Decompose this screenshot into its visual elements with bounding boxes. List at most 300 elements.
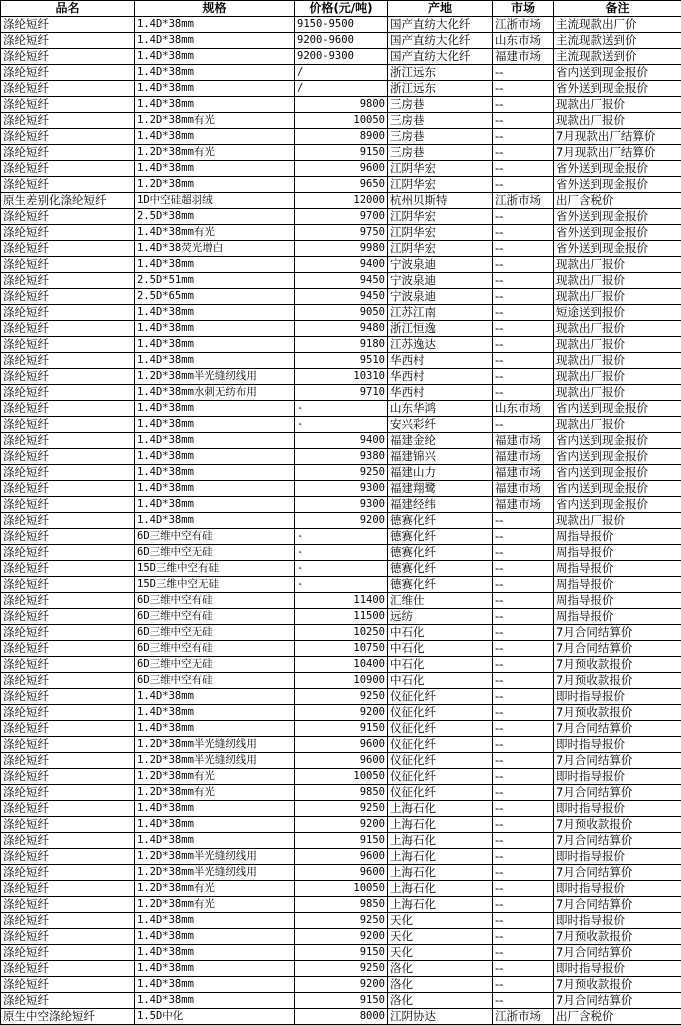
cell-price: 10250 (295, 625, 388, 641)
table-row (1, 993, 681, 1009)
table-row (1, 401, 681, 417)
cell-origin: 江苏江南 (388, 305, 493, 321)
cell-origin: 上海石化 (388, 865, 493, 881)
header-price: 价格(元/吨) (295, 1, 388, 17)
cell-spec: 15D三维中空无硅 (135, 577, 295, 593)
cell-spec: 1.5D中化 (135, 1009, 295, 1025)
cell-remark: 现款出厂报价 (554, 513, 681, 529)
cell-price: 9200 (295, 513, 388, 529)
cell-remark: 省内送到现金报价 (554, 449, 681, 465)
cell-product-name: 涤纶短纤 (1, 481, 135, 497)
cell-remark: 周指导报价 (554, 609, 681, 625)
cell-product-name: 涤纶短纤 (1, 641, 135, 657)
cell-spec: 1.4D*38mm (135, 161, 295, 177)
cell-remark: 7月预收款报价 (554, 977, 681, 993)
cell-price: 9600 (295, 753, 388, 769)
cell-origin: 福建锦兴 (388, 449, 493, 465)
cell-market: -- (493, 641, 554, 657)
cell-product-name: 涤纶短纤 (1, 545, 135, 561)
cell-spec: 1.4D*38mm (135, 705, 295, 721)
cell-spec: 6D三维中空有硅 (135, 673, 295, 689)
cell-origin: 德赛化纤 (388, 545, 493, 561)
cell-spec: 1.4D*38mm有光 (135, 225, 295, 241)
cell-product-name: 涤纶短纤 (1, 273, 135, 289)
table-row (1, 593, 681, 609)
cell-price: 11500 (295, 609, 388, 625)
cell-price: 9150-9500 (295, 17, 388, 33)
cell-origin: 安兴彩纤 (388, 417, 493, 433)
cell-product-name: 涤纶短纤 (1, 529, 135, 545)
cell-remark: 省外送到现金报价 (554, 225, 681, 241)
cell-spec: 1.4D*38mm (135, 417, 295, 433)
cell-spec: 1.4D*38mm (135, 33, 295, 49)
table-row (1, 417, 681, 433)
cell-price: 9200 (295, 705, 388, 721)
cell-remark: 7月合同结算价 (554, 753, 681, 769)
table-row (1, 641, 681, 657)
cell-remark: 即时指导报价 (554, 689, 681, 705)
table-row (1, 113, 681, 129)
cell-price: 9200 (295, 817, 388, 833)
header-product-name: 品名 (1, 1, 135, 17)
cell-remark: 即时指导报价 (554, 737, 681, 753)
cell-remark: 即时指导报价 (554, 961, 681, 977)
cell-price: - (295, 401, 388, 417)
cell-market: 福建市场 (493, 497, 554, 513)
cell-remark: 周指导报价 (554, 545, 681, 561)
cell-origin: 浙江远东 (388, 65, 493, 81)
cell-market: -- (493, 689, 554, 705)
cell-origin: 中石化 (388, 673, 493, 689)
cell-product-name: 涤纶短纤 (1, 913, 135, 929)
cell-price: / (295, 81, 388, 97)
cell-market: -- (493, 945, 554, 961)
table-row (1, 241, 681, 257)
table-row (1, 33, 681, 49)
table-row (1, 577, 681, 593)
cell-price: 9250 (295, 689, 388, 705)
table-row (1, 529, 681, 545)
cell-market: 江浙市场 (493, 17, 554, 33)
cell-spec: 1.4D*38mm (135, 305, 295, 321)
cell-spec: 1.2D*38mm (135, 177, 295, 193)
cell-spec: 1.4D*38mm (135, 817, 295, 833)
cell-market: -- (493, 97, 554, 113)
cell-market: -- (493, 977, 554, 993)
cell-price: 10400 (295, 657, 388, 673)
cell-product-name: 涤纶短纤 (1, 401, 135, 417)
cell-origin: 国产直纺大化纤 (388, 17, 493, 33)
cell-origin: 江苏逸达 (388, 337, 493, 353)
cell-product-name: 涤纶短纤 (1, 337, 135, 353)
cell-origin: 宁波泉迪 (388, 273, 493, 289)
cell-spec: 1.2D*38mm半光缝纫线用 (135, 849, 295, 865)
cell-price: 9200-9300 (295, 49, 388, 65)
cell-price: 10050 (295, 113, 388, 129)
cell-price: 10310 (295, 369, 388, 385)
cell-product-name: 涤纶短纤 (1, 593, 135, 609)
cell-spec: 1.4D*38mm (135, 913, 295, 929)
cell-spec: 1.4D*38mm (135, 929, 295, 945)
cell-origin: 仪征化纤 (388, 721, 493, 737)
cell-market: -- (493, 817, 554, 833)
cell-price: / (295, 65, 388, 81)
cell-spec: 1.4D*38mm (135, 689, 295, 705)
cell-market: -- (493, 929, 554, 945)
table-row (1, 881, 681, 897)
cell-spec: 1.4D*38mm水刺无纺布用 (135, 385, 295, 401)
cell-remark: 7月预收款报价 (554, 929, 681, 945)
cell-market: 江浙市场 (493, 193, 554, 209)
cell-market: -- (493, 785, 554, 801)
cell-product-name: 涤纶短纤 (1, 353, 135, 369)
table-row (1, 465, 681, 481)
cell-remark: 7月合同结算价 (554, 721, 681, 737)
cell-product-name: 涤纶短纤 (1, 49, 135, 65)
cell-remark: 省外送到现金报价 (554, 161, 681, 177)
cell-remark: 即时指导报价 (554, 801, 681, 817)
cell-origin: 福建金纶 (388, 433, 493, 449)
table-row (1, 49, 681, 65)
cell-price: 9600 (295, 849, 388, 865)
cell-price: 9800 (295, 97, 388, 113)
cell-remark: 周指导报价 (554, 577, 681, 593)
cell-origin: 福建经纬 (388, 497, 493, 513)
cell-spec: 1.2D*38mm有光 (135, 113, 295, 129)
cell-origin: 福建山力 (388, 465, 493, 481)
cell-origin: 天化 (388, 913, 493, 929)
cell-product-name: 涤纶短纤 (1, 657, 135, 673)
cell-remark: 7月合同结算价 (554, 625, 681, 641)
cell-origin: 国产直纺大化纤 (388, 33, 493, 49)
cell-spec: 1.4D*38荧光增白 (135, 241, 295, 257)
table-row (1, 497, 681, 513)
cell-product-name: 涤纶短纤 (1, 865, 135, 881)
cell-remark: 7月现款出厂结算价 (554, 129, 681, 145)
table-row (1, 353, 681, 369)
cell-remark: 出厂含税价 (554, 1009, 681, 1025)
cell-market: 山东市场 (493, 33, 554, 49)
cell-remark: 7月现款出厂结算价 (554, 145, 681, 161)
cell-remark: 7月合同结算价 (554, 897, 681, 913)
cell-product-name: 涤纶短纤 (1, 689, 135, 705)
cell-remark: 现款出厂报价 (554, 97, 681, 113)
cell-product-name: 涤纶短纤 (1, 145, 135, 161)
table-row (1, 689, 681, 705)
cell-spec: 1.4D*38mm (135, 97, 295, 113)
cell-product-name: 涤纶短纤 (1, 609, 135, 625)
cell-market: -- (493, 257, 554, 273)
table-row (1, 817, 681, 833)
cell-origin: 宁波泉迪 (388, 257, 493, 273)
cell-origin: 江阴华宏 (388, 177, 493, 193)
table-row (1, 897, 681, 913)
table-row (1, 177, 681, 193)
cell-remark: 即时指导报价 (554, 913, 681, 929)
cell-product-name: 涤纶短纤 (1, 961, 135, 977)
cell-market: -- (493, 513, 554, 529)
cell-price: 9850 (295, 785, 388, 801)
cell-price: 9480 (295, 321, 388, 337)
cell-spec: 1.4D*38mm (135, 721, 295, 737)
cell-product-name: 涤纶短纤 (1, 321, 135, 337)
cell-remark: 7月预收款报价 (554, 673, 681, 689)
cell-spec: 1.4D*38mm (135, 337, 295, 353)
cell-origin: 华西村 (388, 385, 493, 401)
cell-product-name: 涤纶短纤 (1, 289, 135, 305)
cell-market: -- (493, 993, 554, 1009)
cell-spec: 2.5D*51mm (135, 273, 295, 289)
cell-product-name: 涤纶短纤 (1, 881, 135, 897)
cell-product-name: 涤纶短纤 (1, 849, 135, 865)
table-row (1, 433, 681, 449)
cell-spec: 1.4D*38mm (135, 401, 295, 417)
cell-spec: 1.4D*38mm (135, 481, 295, 497)
cell-product-name: 涤纶短纤 (1, 897, 135, 913)
cell-product-name: 涤纶短纤 (1, 497, 135, 513)
cell-market: -- (493, 737, 554, 753)
table-row (1, 721, 681, 737)
cell-spec: 1.4D*38mm (135, 353, 295, 369)
cell-market: 福建市场 (493, 465, 554, 481)
cell-spec: 1.4D*38mm (135, 465, 295, 481)
cell-product-name: 涤纶短纤 (1, 833, 135, 849)
table-row (1, 785, 681, 801)
table-row (1, 673, 681, 689)
cell-price: 9750 (295, 225, 388, 241)
cell-origin: 天化 (388, 945, 493, 961)
table-row (1, 257, 681, 273)
cell-product-name: 涤纶短纤 (1, 993, 135, 1009)
cell-origin: 远纺 (388, 609, 493, 625)
cell-product-name: 涤纶短纤 (1, 673, 135, 689)
cell-origin: 德赛化纤 (388, 577, 493, 593)
cell-market: -- (493, 209, 554, 225)
cell-remark: 省内送到现金报价 (554, 465, 681, 481)
table-row (1, 337, 681, 353)
cell-product-name: 涤纶短纤 (1, 81, 135, 97)
cell-market: -- (493, 705, 554, 721)
cell-product-name: 涤纶短纤 (1, 737, 135, 753)
cell-origin: 仪征化纤 (388, 705, 493, 721)
cell-market: -- (493, 129, 554, 145)
table-row (1, 289, 681, 305)
cell-remark: 省外送到现金报价 (554, 177, 681, 193)
cell-market: -- (493, 753, 554, 769)
cell-price: 9600 (295, 865, 388, 881)
cell-remark: 7月预收款报价 (554, 657, 681, 673)
cell-market: -- (493, 161, 554, 177)
cell-market: -- (493, 913, 554, 929)
cell-price: - (295, 545, 388, 561)
cell-market: -- (493, 561, 554, 577)
cell-product-name: 涤纶短纤 (1, 449, 135, 465)
cell-market: -- (493, 113, 554, 129)
cell-origin: 上海石化 (388, 897, 493, 913)
cell-remark: 省外送到现金报价 (554, 241, 681, 257)
cell-product-name: 涤纶短纤 (1, 33, 135, 49)
cell-product-name: 涤纶短纤 (1, 465, 135, 481)
cell-price: 9450 (295, 289, 388, 305)
cell-product-name: 原生差别化涤纶短纤 (1, 193, 135, 209)
cell-spec: 1.2D*38mm半光缝纫线用 (135, 753, 295, 769)
cell-origin: 华西村 (388, 353, 493, 369)
cell-product-name: 涤纶短纤 (1, 817, 135, 833)
cell-price: 8000 (295, 1009, 388, 1025)
cell-product-name: 涤纶短纤 (1, 721, 135, 737)
cell-price: 9200 (295, 977, 388, 993)
table-row (1, 193, 681, 209)
cell-origin: 杭州贝斯特 (388, 193, 493, 209)
cell-market: -- (493, 961, 554, 977)
table-row (1, 561, 681, 577)
cell-price: 9150 (295, 145, 388, 161)
cell-price: - (295, 529, 388, 545)
cell-spec: 6D三维中空无硅 (135, 657, 295, 673)
cell-spec: 1.4D*38mm (135, 945, 295, 961)
cell-remark: 省内送到现金报价 (554, 481, 681, 497)
cell-market: -- (493, 273, 554, 289)
cell-remark: 现款出厂报价 (554, 257, 681, 273)
cell-origin: 上海石化 (388, 817, 493, 833)
cell-spec: 1.4D*38mm (135, 17, 295, 33)
cell-price: 9380 (295, 449, 388, 465)
cell-price: 9150 (295, 721, 388, 737)
cell-remark: 主流现款送到价 (554, 49, 681, 65)
cell-product-name: 涤纶短纤 (1, 785, 135, 801)
cell-price: 9200 (295, 929, 388, 945)
cell-remark: 省内送到现金报价 (554, 401, 681, 417)
cell-origin: 仪征化纤 (388, 753, 493, 769)
cell-spec: 1.4D*38mm (135, 81, 295, 97)
cell-price: 10050 (295, 769, 388, 785)
cell-market: -- (493, 897, 554, 913)
cell-price: 9510 (295, 353, 388, 369)
cell-origin: 洛化 (388, 993, 493, 1009)
cell-price: 12000 (295, 193, 388, 209)
cell-product-name: 涤纶短纤 (1, 161, 135, 177)
cell-remark: 周指导报价 (554, 529, 681, 545)
cell-remark: 现款出厂报价 (554, 273, 681, 289)
cell-product-name: 涤纶短纤 (1, 225, 135, 241)
cell-price: 9600 (295, 161, 388, 177)
cell-product-name: 涤纶短纤 (1, 65, 135, 81)
cell-spec: 1.4D*38mm (135, 49, 295, 65)
cell-remark: 短途送到报价 (554, 305, 681, 321)
cell-market: -- (493, 577, 554, 593)
cell-product-name: 涤纶短纤 (1, 177, 135, 193)
header-market: 市场 (493, 1, 554, 17)
cell-origin: 浙江恒逸 (388, 321, 493, 337)
cell-market: -- (493, 881, 554, 897)
header-remark: 备注 (554, 1, 681, 17)
cell-origin: 浙江远东 (388, 81, 493, 97)
cell-spec: 1.2D*38mm半光缝纫线用 (135, 369, 295, 385)
cell-origin: 中石化 (388, 641, 493, 657)
cell-product-name: 涤纶短纤 (1, 97, 135, 113)
cell-price: 9600 (295, 737, 388, 753)
cell-origin: 仪征化纤 (388, 769, 493, 785)
cell-price: 9300 (295, 481, 388, 497)
cell-origin: 天化 (388, 929, 493, 945)
cell-origin: 江阴协达 (388, 1009, 493, 1025)
cell-spec: 1.4D*38mm (135, 961, 295, 977)
cell-origin: 江阴华宏 (388, 241, 493, 257)
cell-spec: 1.4D*38mm (135, 449, 295, 465)
table-row (1, 913, 681, 929)
cell-spec: 2.5D*65mm (135, 289, 295, 305)
cell-market: -- (493, 769, 554, 785)
cell-remark: 7月合同结算价 (554, 833, 681, 849)
cell-market: -- (493, 225, 554, 241)
cell-remark: 7月预收款报价 (554, 817, 681, 833)
cell-spec: 1.2D*38mm半光缝纫线用 (135, 865, 295, 881)
cell-market: -- (493, 865, 554, 881)
cell-spec: 6D三维中空无硅 (135, 545, 295, 561)
cell-remark: 现款出厂报价 (554, 353, 681, 369)
cell-origin: 三房巷 (388, 129, 493, 145)
cell-spec: 1.2D*38mm有光 (135, 897, 295, 913)
cell-product-name: 涤纶短纤 (1, 577, 135, 593)
cell-product-name: 涤纶短纤 (1, 705, 135, 721)
cell-remark: 现款出厂报价 (554, 289, 681, 305)
table-row (1, 65, 681, 81)
cell-spec: 6D三维中空有硅 (135, 593, 295, 609)
table-row (1, 737, 681, 753)
cell-market: 山东市场 (493, 401, 554, 417)
cell-product-name: 涤纶短纤 (1, 305, 135, 321)
cell-market: -- (493, 369, 554, 385)
cell-origin: 三房巷 (388, 145, 493, 161)
cell-remark: 省内送到现金报价 (554, 433, 681, 449)
table-row (1, 145, 681, 161)
table-row (1, 945, 681, 961)
cell-origin: 江阴华宏 (388, 225, 493, 241)
cell-origin: 汇维仕 (388, 593, 493, 609)
cell-remark: 7月合同结算价 (554, 641, 681, 657)
table-row (1, 705, 681, 721)
cell-origin: 仪征化纤 (388, 785, 493, 801)
cell-remark: 7月合同结算价 (554, 993, 681, 1009)
cell-spec: 1.4D*38mm (135, 257, 295, 273)
cell-price: 9450 (295, 273, 388, 289)
cell-remark: 省内送到现金报价 (554, 497, 681, 513)
table-row (1, 929, 681, 945)
cell-remark: 7月合同结算价 (554, 865, 681, 881)
cell-product-name: 涤纶短纤 (1, 513, 135, 529)
cell-origin: 三房巷 (388, 113, 493, 129)
table-body (1, 17, 681, 1025)
cell-remark: 周指导报价 (554, 593, 681, 609)
cell-market: 福建市场 (493, 49, 554, 65)
table-row (1, 225, 681, 241)
cell-origin: 福建翔鹭 (388, 481, 493, 497)
cell-price: - (295, 561, 388, 577)
cell-market: -- (493, 625, 554, 641)
cell-market: -- (493, 289, 554, 305)
cell-origin: 仪征化纤 (388, 737, 493, 753)
cell-remark: 现款出厂报价 (554, 113, 681, 129)
cell-product-name: 涤纶短纤 (1, 753, 135, 769)
cell-origin: 中石化 (388, 625, 493, 641)
cell-market: -- (493, 145, 554, 161)
cell-price: 9300 (295, 497, 388, 513)
cell-price: 9250 (295, 961, 388, 977)
table-row (1, 273, 681, 289)
cell-price: - (295, 417, 388, 433)
cell-product-name: 原生中空涤纶短纤 (1, 1009, 135, 1025)
cell-price: - (295, 577, 388, 593)
